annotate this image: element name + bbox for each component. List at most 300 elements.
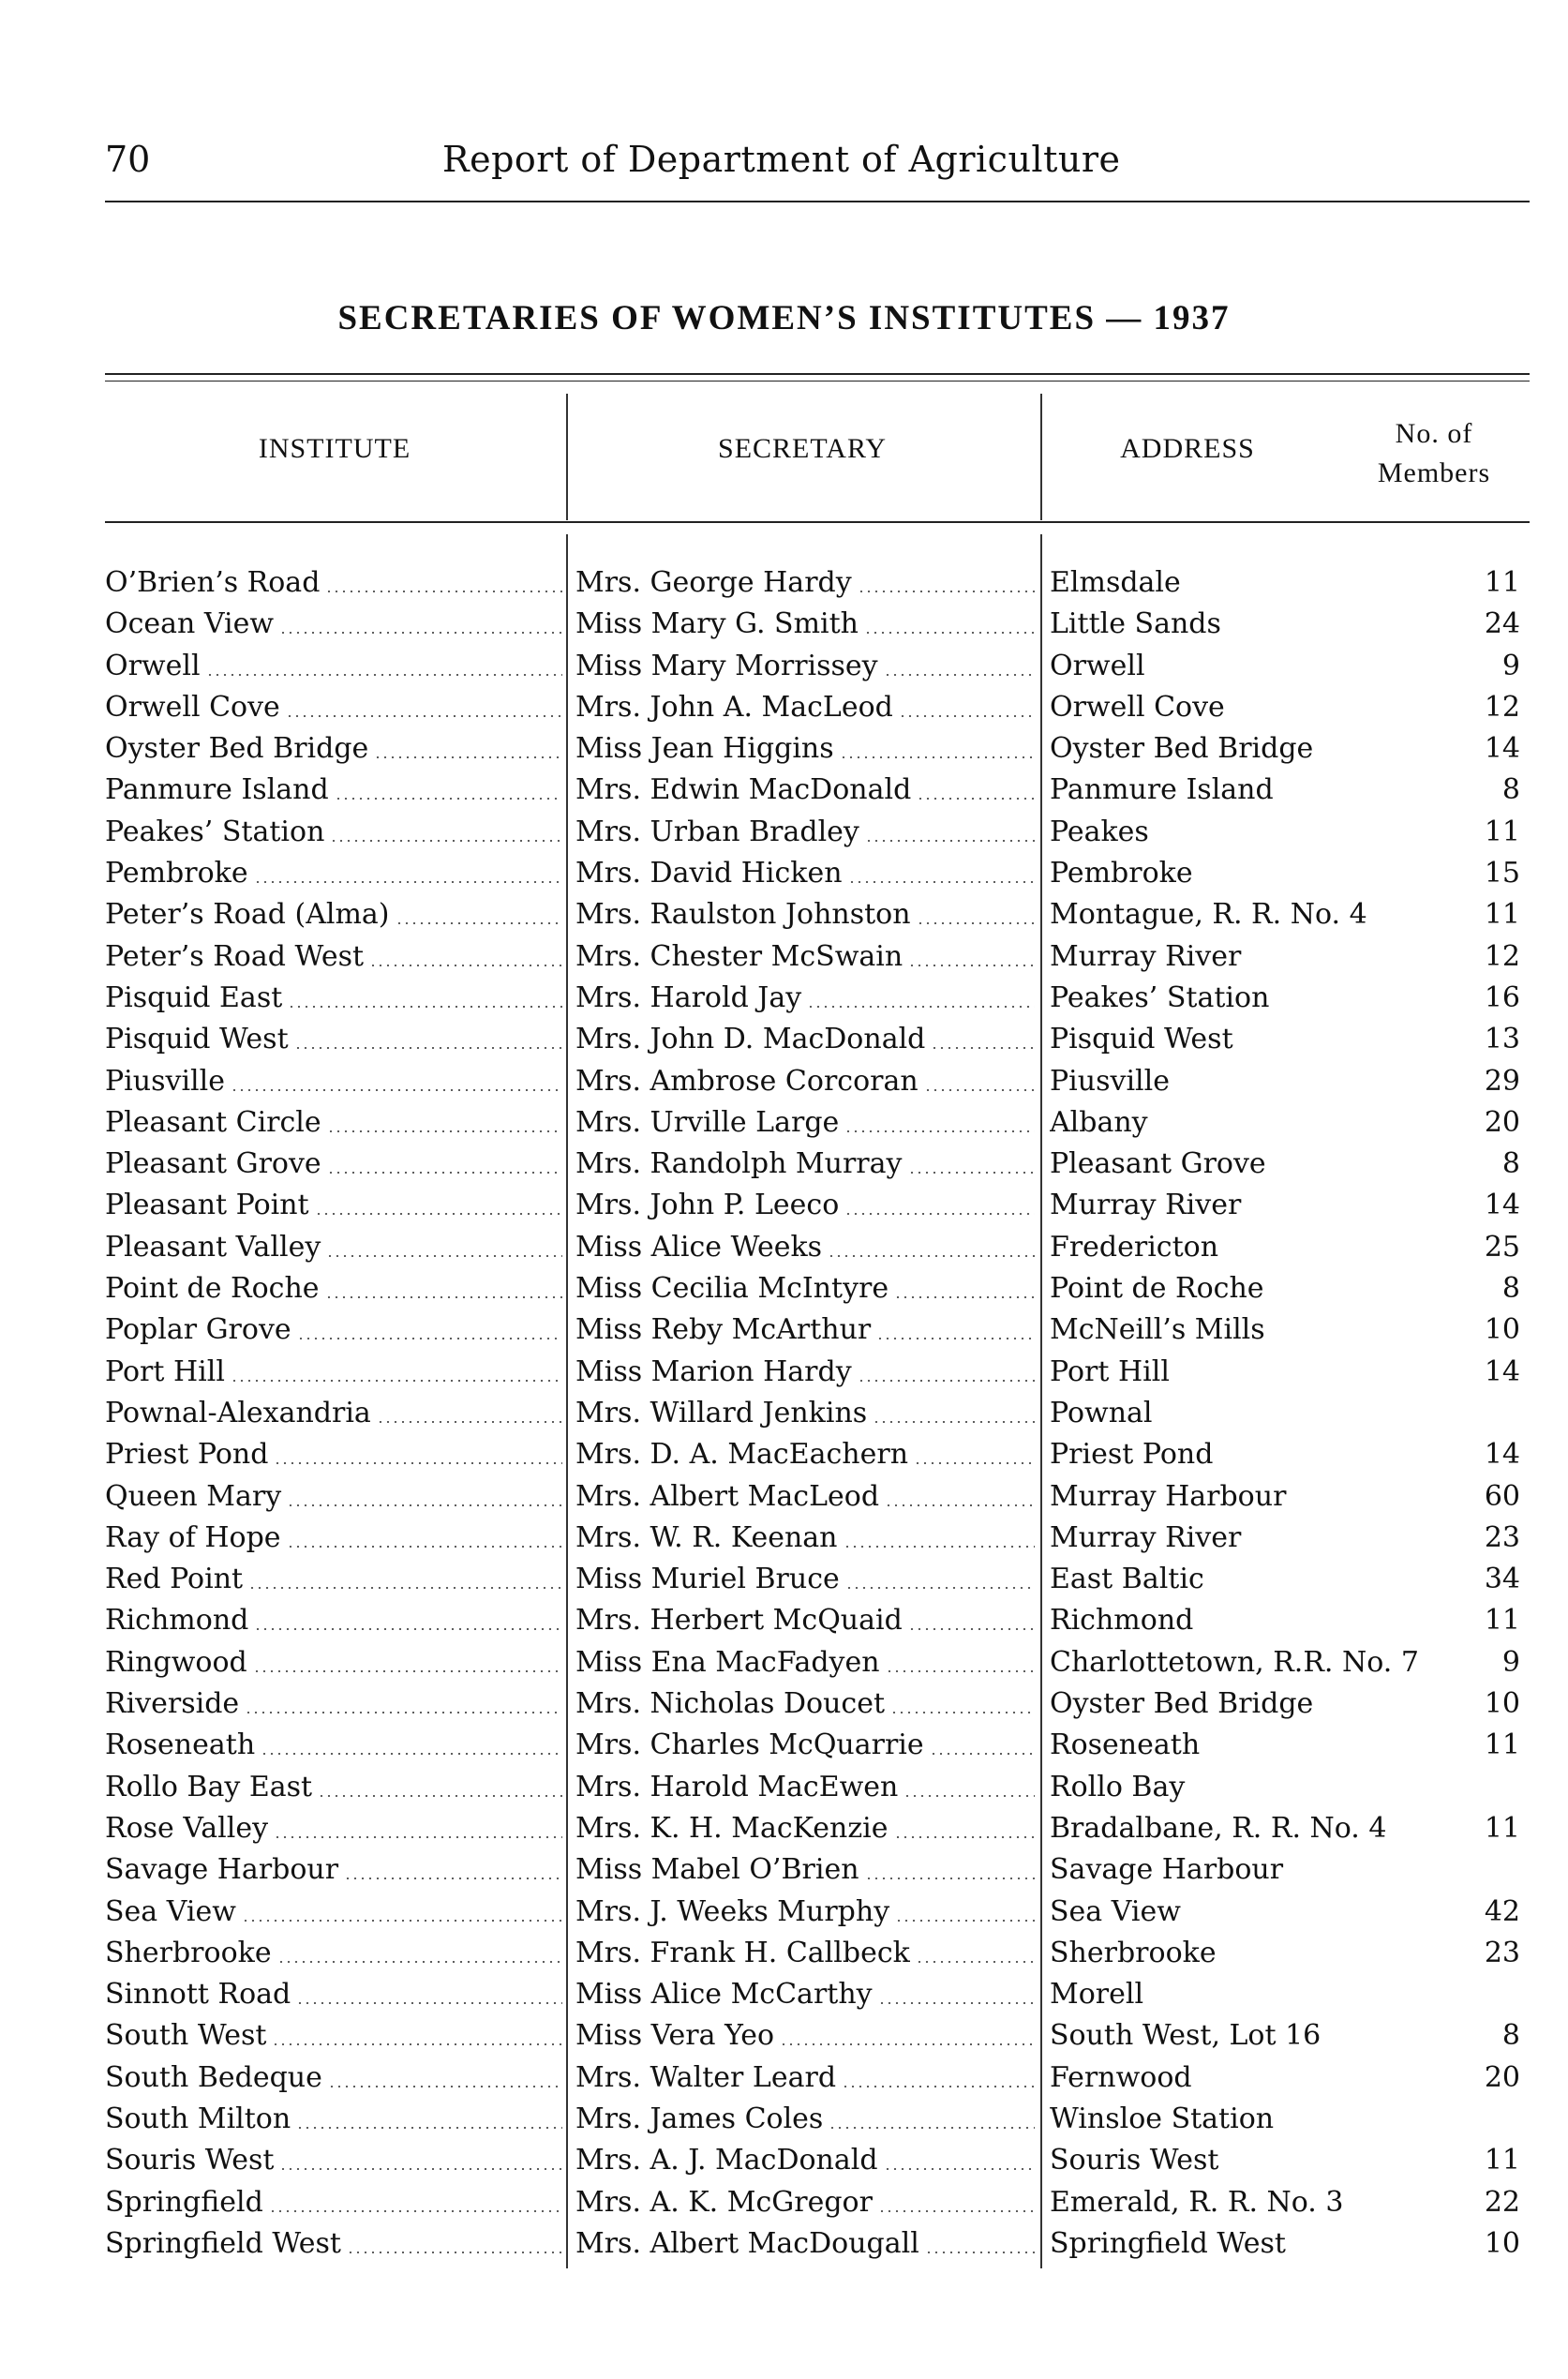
institute-cell xyxy=(105,770,562,811)
institute-text: Pembroke xyxy=(105,857,248,890)
column-header-address: ADDRESS xyxy=(1120,433,1255,464)
institute-text: Rollo Bay East xyxy=(105,1770,313,1803)
table-top-rule xyxy=(105,373,1530,375)
dot-leader xyxy=(328,2086,562,2087)
address-text: Fernwood xyxy=(1050,2060,1192,2094)
address-cell xyxy=(1050,894,1462,935)
members-text: 9 xyxy=(1501,1645,1520,1679)
address-text: Roseneath xyxy=(1050,1728,1201,1762)
secretary-cell xyxy=(575,853,1035,894)
address-cell xyxy=(1050,1476,1462,1518)
dot-leader xyxy=(865,1878,1035,1879)
secretary-cell xyxy=(575,1476,1035,1518)
dot-leader xyxy=(858,1380,1035,1382)
institute-cell xyxy=(105,1559,562,1600)
address-cell xyxy=(1050,1559,1462,1600)
institute-cell xyxy=(105,1434,562,1475)
table-row xyxy=(0,562,1568,604)
secretary-text: Mrs. Herbert McQuaid xyxy=(575,1604,903,1638)
address-cell xyxy=(1050,1808,1462,1849)
secretary-cell xyxy=(575,646,1035,687)
institute-text: South Bedeque xyxy=(105,2060,322,2094)
address-text: Sherbrooke xyxy=(1050,1936,1217,1969)
secretary-text: Miss Reby McArthur xyxy=(575,1313,872,1347)
address-cell xyxy=(1050,1309,1462,1351)
secretary-text: Miss Mary G. Smith xyxy=(575,607,859,641)
dot-leader xyxy=(925,2252,1035,2253)
dot-leader xyxy=(884,2168,1035,2170)
address-text: Murray River xyxy=(1050,1189,1242,1222)
members-text: 23 xyxy=(1484,1936,1520,1969)
institute-text: Peter’s Road West xyxy=(105,939,365,973)
table-row xyxy=(0,1849,1568,1891)
institute-text: Springfield West xyxy=(105,2226,341,2260)
dot-leader xyxy=(325,1296,562,1298)
address-text: Peakes xyxy=(1050,815,1149,848)
members-text: 14 xyxy=(1484,1354,1520,1388)
address-cell xyxy=(1050,1434,1462,1475)
dot-leader xyxy=(917,798,1035,800)
members-cell xyxy=(1462,1933,1526,1974)
members-cell xyxy=(1462,2140,1526,2181)
institute-text: Riverside xyxy=(105,1687,240,1721)
dot-leader xyxy=(931,1047,1035,1049)
members-text: 8 xyxy=(1501,1272,1520,1306)
institute-cell xyxy=(105,2223,562,2265)
institute-cell xyxy=(105,1268,562,1309)
institute-cell xyxy=(105,1974,562,2015)
institute-text: Red Point xyxy=(105,1563,244,1596)
institute-cell xyxy=(105,1892,562,1933)
address-text: Orwell Cove xyxy=(1050,690,1225,724)
secretary-text: Mrs. A. J. MacDonald xyxy=(575,2144,878,2177)
members-cell xyxy=(1462,1102,1526,1144)
institute-cell xyxy=(105,2099,562,2140)
members-text: 20 xyxy=(1484,2060,1520,2094)
institute-text: Orwell xyxy=(105,649,201,682)
table-row xyxy=(0,1476,1568,1518)
institute-cell xyxy=(105,1061,562,1102)
secretary-text: Mrs. Nicholas Doucet xyxy=(575,1687,886,1721)
table-row xyxy=(0,1309,1568,1351)
secretary-cell xyxy=(575,1808,1035,1849)
members-text: 11 xyxy=(1484,1811,1520,1845)
table-row xyxy=(0,1144,1568,1185)
dot-leader xyxy=(297,1338,562,1339)
dot-leader xyxy=(287,1546,562,1548)
dot-leader xyxy=(242,1920,562,1922)
institute-cell xyxy=(105,978,562,1019)
institute-text: Pleasant Valley xyxy=(105,1230,321,1264)
column-header-institute: INSTITUTE xyxy=(258,433,411,464)
dot-leader xyxy=(780,2043,1035,2045)
institute-text: Poplar Grove xyxy=(105,1313,291,1347)
dot-leader xyxy=(840,756,1035,758)
institute-cell xyxy=(105,1767,562,1808)
institute-text: Roseneath xyxy=(105,1728,256,1762)
secretary-text: Mrs. John P. Leeco xyxy=(575,1189,840,1222)
dot-leader xyxy=(330,840,562,842)
address-text: Morell xyxy=(1050,1978,1144,2012)
secretary-cell xyxy=(575,1559,1035,1600)
institute-text: Rose Valley xyxy=(105,1811,269,1845)
secretary-text: Mrs. David Hicken xyxy=(575,857,843,890)
dot-leader xyxy=(315,1213,562,1215)
institute-cell xyxy=(105,1600,562,1641)
secretary-cell xyxy=(575,2099,1035,2140)
dot-leader xyxy=(254,881,562,883)
dot-leader xyxy=(903,1795,1035,1797)
dot-leader xyxy=(279,2168,562,2170)
institute-text: Pisquid West xyxy=(105,1023,289,1056)
dot-leader xyxy=(344,1878,562,1879)
dot-leader xyxy=(325,591,562,592)
dot-leader xyxy=(865,840,1035,842)
dot-leader xyxy=(269,2210,562,2212)
dot-leader xyxy=(908,965,1035,966)
institute-text: Pownal-Alexandria xyxy=(105,1396,371,1429)
address-cell xyxy=(1050,728,1462,770)
members-text: 11 xyxy=(1484,1604,1520,1638)
members-text: 20 xyxy=(1484,1105,1520,1139)
secretary-cell xyxy=(575,1849,1035,1891)
institute-text: Sinnott Road xyxy=(105,1978,291,2012)
members-text: 15 xyxy=(1484,857,1520,890)
members-cell xyxy=(1462,853,1526,894)
address-cell xyxy=(1050,1185,1462,1226)
address-cell xyxy=(1050,978,1462,1019)
members-cell xyxy=(1462,1268,1526,1309)
dot-leader xyxy=(878,2002,1035,2004)
secretary-cell xyxy=(575,2140,1035,2181)
dot-leader xyxy=(286,715,562,717)
table-row xyxy=(0,853,1568,894)
secretary-cell xyxy=(575,1518,1035,1559)
secretary-cell xyxy=(575,1268,1035,1309)
address-cell xyxy=(1050,1725,1462,1766)
address-cell xyxy=(1050,1767,1462,1808)
dot-leader xyxy=(347,2252,562,2253)
address-cell xyxy=(1050,1393,1462,1434)
institute-cell xyxy=(105,1185,562,1226)
institute-text: Queen Mary xyxy=(105,1479,282,1513)
members-text: 8 xyxy=(1501,773,1520,807)
secretary-text: Mrs. Edwin MacDonald xyxy=(575,773,912,807)
page-header xyxy=(105,139,1530,186)
address-cell xyxy=(1050,646,1462,687)
institute-cell xyxy=(105,894,562,935)
secretary-text: Miss Cecilia McIntyre xyxy=(575,1272,889,1306)
address-cell xyxy=(1050,1061,1462,1102)
address-cell xyxy=(1050,1144,1462,1185)
secretary-cell xyxy=(575,1600,1035,1641)
address-cell xyxy=(1050,1019,1462,1060)
institute-cell xyxy=(105,1476,562,1518)
address-cell xyxy=(1050,2182,1462,2223)
address-text: Montague, R. R. No. 4 xyxy=(1050,898,1367,932)
institute-text: Panmure Island xyxy=(105,773,329,807)
dot-leader xyxy=(245,1712,562,1713)
dot-leader xyxy=(807,1006,1035,1008)
dot-leader xyxy=(327,1172,562,1174)
members-cell xyxy=(1462,1309,1526,1351)
dot-leader xyxy=(253,1670,562,1672)
members-cell xyxy=(1462,1892,1526,1933)
secretary-cell xyxy=(575,2182,1035,2223)
members-text: 9 xyxy=(1501,649,1520,682)
address-text: Emerald, R. R. No. 3 xyxy=(1050,2185,1344,2219)
members-cell xyxy=(1462,1476,1526,1518)
secretary-text: Mrs. Randolph Murray xyxy=(575,1147,903,1181)
institute-text: Orwell Cove xyxy=(105,690,280,724)
dot-leader xyxy=(858,591,1035,592)
table-row xyxy=(0,978,1568,1019)
secretary-text: Mrs. Frank H. Callbeck xyxy=(575,1936,910,1969)
institute-cell xyxy=(105,604,562,645)
dot-leader xyxy=(829,2127,1035,2129)
members-cell xyxy=(1462,562,1526,604)
members-text: 25 xyxy=(1484,1230,1520,1264)
institute-text: Peter’s Road (Alma) xyxy=(105,898,390,932)
institute-text: Souris West xyxy=(105,2144,275,2177)
secretary-cell xyxy=(575,2223,1035,2265)
institute-text: Oyster Bed Bridge xyxy=(105,732,369,766)
secretary-text: Mrs. Chester McSwain xyxy=(575,939,903,973)
secretary-text: Mrs. W. R. Keenan xyxy=(575,1520,838,1554)
institute-text: South West xyxy=(105,2019,267,2053)
dot-leader xyxy=(277,1961,562,1963)
members-cell xyxy=(1462,1642,1526,1683)
members-text: 34 xyxy=(1484,1563,1520,1596)
dot-leader xyxy=(844,1213,1035,1215)
dot-leader xyxy=(296,2002,562,2004)
members-text: 14 xyxy=(1484,732,1520,766)
institute-cell xyxy=(105,1102,562,1144)
members-cell xyxy=(1462,978,1526,1019)
secretary-cell xyxy=(575,978,1035,1019)
address-text: Richmond xyxy=(1050,1604,1194,1638)
address-text: Pembroke xyxy=(1050,857,1193,890)
dot-leader xyxy=(335,798,562,800)
institute-text: Springfield xyxy=(105,2185,263,2219)
secretary-text: Mrs. James Coles xyxy=(575,2102,824,2135)
address-cell xyxy=(1050,687,1462,728)
members-cell xyxy=(1462,1227,1526,1268)
secretary-text: Mrs. John A. MacLeod xyxy=(575,690,893,724)
members-cell xyxy=(1462,1019,1526,1060)
address-cell xyxy=(1050,1352,1462,1393)
secretary-cell xyxy=(575,687,1035,728)
institute-text: Pleasant Point xyxy=(105,1189,309,1222)
institute-text: Sea View xyxy=(105,1894,236,1928)
secretary-cell xyxy=(575,1434,1035,1475)
table-row xyxy=(0,1518,1568,1559)
secretary-cell xyxy=(575,1185,1035,1226)
table-row xyxy=(0,1352,1568,1393)
dot-leader xyxy=(272,2043,562,2045)
institute-cell xyxy=(105,2140,562,2181)
secretary-text: Miss Jean Higgins xyxy=(575,732,834,766)
institute-cell xyxy=(105,1642,562,1683)
table-row xyxy=(0,812,1568,853)
table-row xyxy=(0,936,1568,978)
address-cell xyxy=(1050,853,1462,894)
table-row xyxy=(0,1102,1568,1144)
institute-cell xyxy=(105,1933,562,1974)
secretary-cell xyxy=(575,894,1035,935)
secretary-text: Miss Muriel Bruce xyxy=(575,1563,840,1596)
secretary-cell xyxy=(575,2015,1035,2057)
table-row xyxy=(0,2099,1568,2140)
institute-text: Pisquid East xyxy=(105,980,283,1014)
table-row xyxy=(0,1933,1568,1974)
dot-leader xyxy=(231,1380,562,1382)
table-row xyxy=(0,1767,1568,1808)
members-cell xyxy=(1462,646,1526,687)
members-text: 16 xyxy=(1484,980,1520,1014)
page-number: 70 xyxy=(105,139,151,180)
table-row xyxy=(0,1268,1568,1309)
institute-text: Priest Pond xyxy=(105,1438,269,1472)
members-cell xyxy=(1462,1600,1526,1641)
column-divider-2 xyxy=(1040,394,1042,520)
dot-leader xyxy=(894,1836,1036,1838)
table-row xyxy=(0,1725,1568,1766)
members-cell xyxy=(1462,2182,1526,2223)
dot-leader xyxy=(890,1712,1035,1713)
address-cell xyxy=(1050,1683,1462,1725)
secretary-text: Mrs. D. A. MacEachern xyxy=(575,1438,909,1472)
secretary-text: Mrs. A. K. McGregor xyxy=(575,2185,873,2219)
address-text: South West, Lot 16 xyxy=(1050,2019,1322,2053)
dot-leader xyxy=(254,1628,562,1630)
members-cell xyxy=(1462,770,1526,811)
secretary-cell xyxy=(575,770,1035,811)
members-cell xyxy=(1462,1434,1526,1475)
institute-cell xyxy=(105,728,562,770)
dot-leader xyxy=(908,1628,1035,1630)
secretary-cell xyxy=(575,604,1035,645)
table-row xyxy=(0,1642,1568,1683)
table-row xyxy=(0,1600,1568,1641)
secretary-text: Mrs. Urville Large xyxy=(575,1105,840,1139)
secretary-text: Miss Ena MacFadyen xyxy=(575,1645,880,1679)
secretary-text: Mrs. J. Weeks Murphy xyxy=(575,1894,890,1928)
members-text: 11 xyxy=(1484,898,1520,932)
institute-text: Pleasant Grove xyxy=(105,1147,321,1181)
address-cell xyxy=(1050,1642,1462,1683)
address-cell xyxy=(1050,1849,1462,1891)
members-text: 29 xyxy=(1484,1064,1520,1098)
institute-text: Sherbrooke xyxy=(105,1936,272,1969)
table-row xyxy=(0,1683,1568,1725)
secretary-text: Mrs. Harold MacEwen xyxy=(575,1770,899,1803)
institute-cell xyxy=(105,1352,562,1393)
table-row xyxy=(0,1974,1568,2015)
secretary-cell xyxy=(575,1061,1035,1102)
dot-leader xyxy=(274,1462,562,1464)
secretary-text: Mrs. K. H. MacKenzie xyxy=(575,1811,889,1845)
dot-leader xyxy=(845,1587,1035,1589)
members-cell xyxy=(1462,894,1526,935)
members-text: 11 xyxy=(1484,2144,1520,2177)
members-cell xyxy=(1462,1725,1526,1766)
institute-text: Piusville xyxy=(105,1064,225,1098)
dot-leader xyxy=(369,965,562,966)
secretary-cell xyxy=(575,1725,1035,1766)
institute-text: Pleasant Circle xyxy=(105,1105,321,1139)
table-row xyxy=(0,2015,1568,2057)
members-text: 13 xyxy=(1484,1023,1520,1056)
dot-leader xyxy=(287,1504,562,1506)
institute-cell xyxy=(105,1725,562,1766)
institute-text: O’Brien’s Road xyxy=(105,566,321,599)
institute-text: Savage Harbour xyxy=(105,1853,339,1887)
secretary-text: Mrs. Albert MacDougall xyxy=(575,2226,919,2260)
dot-leader xyxy=(279,632,562,634)
address-text: Souris West xyxy=(1050,2144,1219,2177)
members-cell xyxy=(1462,604,1526,645)
secretary-text: Mrs. Walter Leard xyxy=(575,2060,837,2094)
institute-cell xyxy=(105,1808,562,1849)
dot-leader xyxy=(930,1753,1035,1755)
members-cell xyxy=(1462,812,1526,853)
address-cell xyxy=(1050,936,1462,978)
address-text: Springfield West xyxy=(1050,2226,1286,2260)
dot-leader xyxy=(894,1296,1035,1298)
address-text: Pleasant Grove xyxy=(1050,1147,1266,1181)
address-text: Oyster Bed Bridge xyxy=(1050,732,1314,766)
members-cell xyxy=(1462,1559,1526,1600)
dot-leader xyxy=(326,1255,562,1257)
members-cell xyxy=(1462,1061,1526,1102)
address-text: Port Hill xyxy=(1050,1354,1170,1388)
column-divider-1 xyxy=(566,394,568,520)
address-text: Murray River xyxy=(1050,1520,1242,1554)
address-text: Peakes’ Station xyxy=(1050,980,1270,1014)
table-row xyxy=(0,1019,1568,1060)
dot-leader xyxy=(844,1546,1036,1548)
address-text: Piusville xyxy=(1050,1064,1170,1098)
members-text: 10 xyxy=(1484,1313,1520,1347)
members-cell xyxy=(1462,1352,1526,1393)
table-row xyxy=(0,1061,1568,1102)
table-row xyxy=(0,2057,1568,2099)
address-text: Point de Roche xyxy=(1050,1272,1264,1306)
dot-leader xyxy=(884,674,1035,676)
members-cell xyxy=(1462,1185,1526,1226)
secretary-cell xyxy=(575,1767,1035,1808)
institute-text: Port Hill xyxy=(105,1354,225,1388)
address-cell xyxy=(1050,2140,1462,2181)
address-text: Priest Pond xyxy=(1050,1438,1214,1472)
dot-leader xyxy=(895,1920,1035,1922)
dot-leader xyxy=(924,1089,1035,1091)
secretary-cell xyxy=(575,1892,1035,1933)
table-row xyxy=(0,687,1568,728)
secretary-cell xyxy=(575,1642,1035,1683)
members-text: 22 xyxy=(1484,2185,1520,2219)
institute-cell xyxy=(105,2057,562,2099)
institute-cell xyxy=(105,936,562,978)
dot-leader xyxy=(274,1836,562,1838)
table-top-rule-2 xyxy=(105,381,1530,382)
secretary-text: Miss Vera Yeo xyxy=(575,2019,775,2053)
dot-leader xyxy=(828,1255,1035,1257)
dot-leader xyxy=(917,922,1035,924)
members-cell xyxy=(1462,2057,1526,2099)
dot-leader xyxy=(231,1089,562,1091)
